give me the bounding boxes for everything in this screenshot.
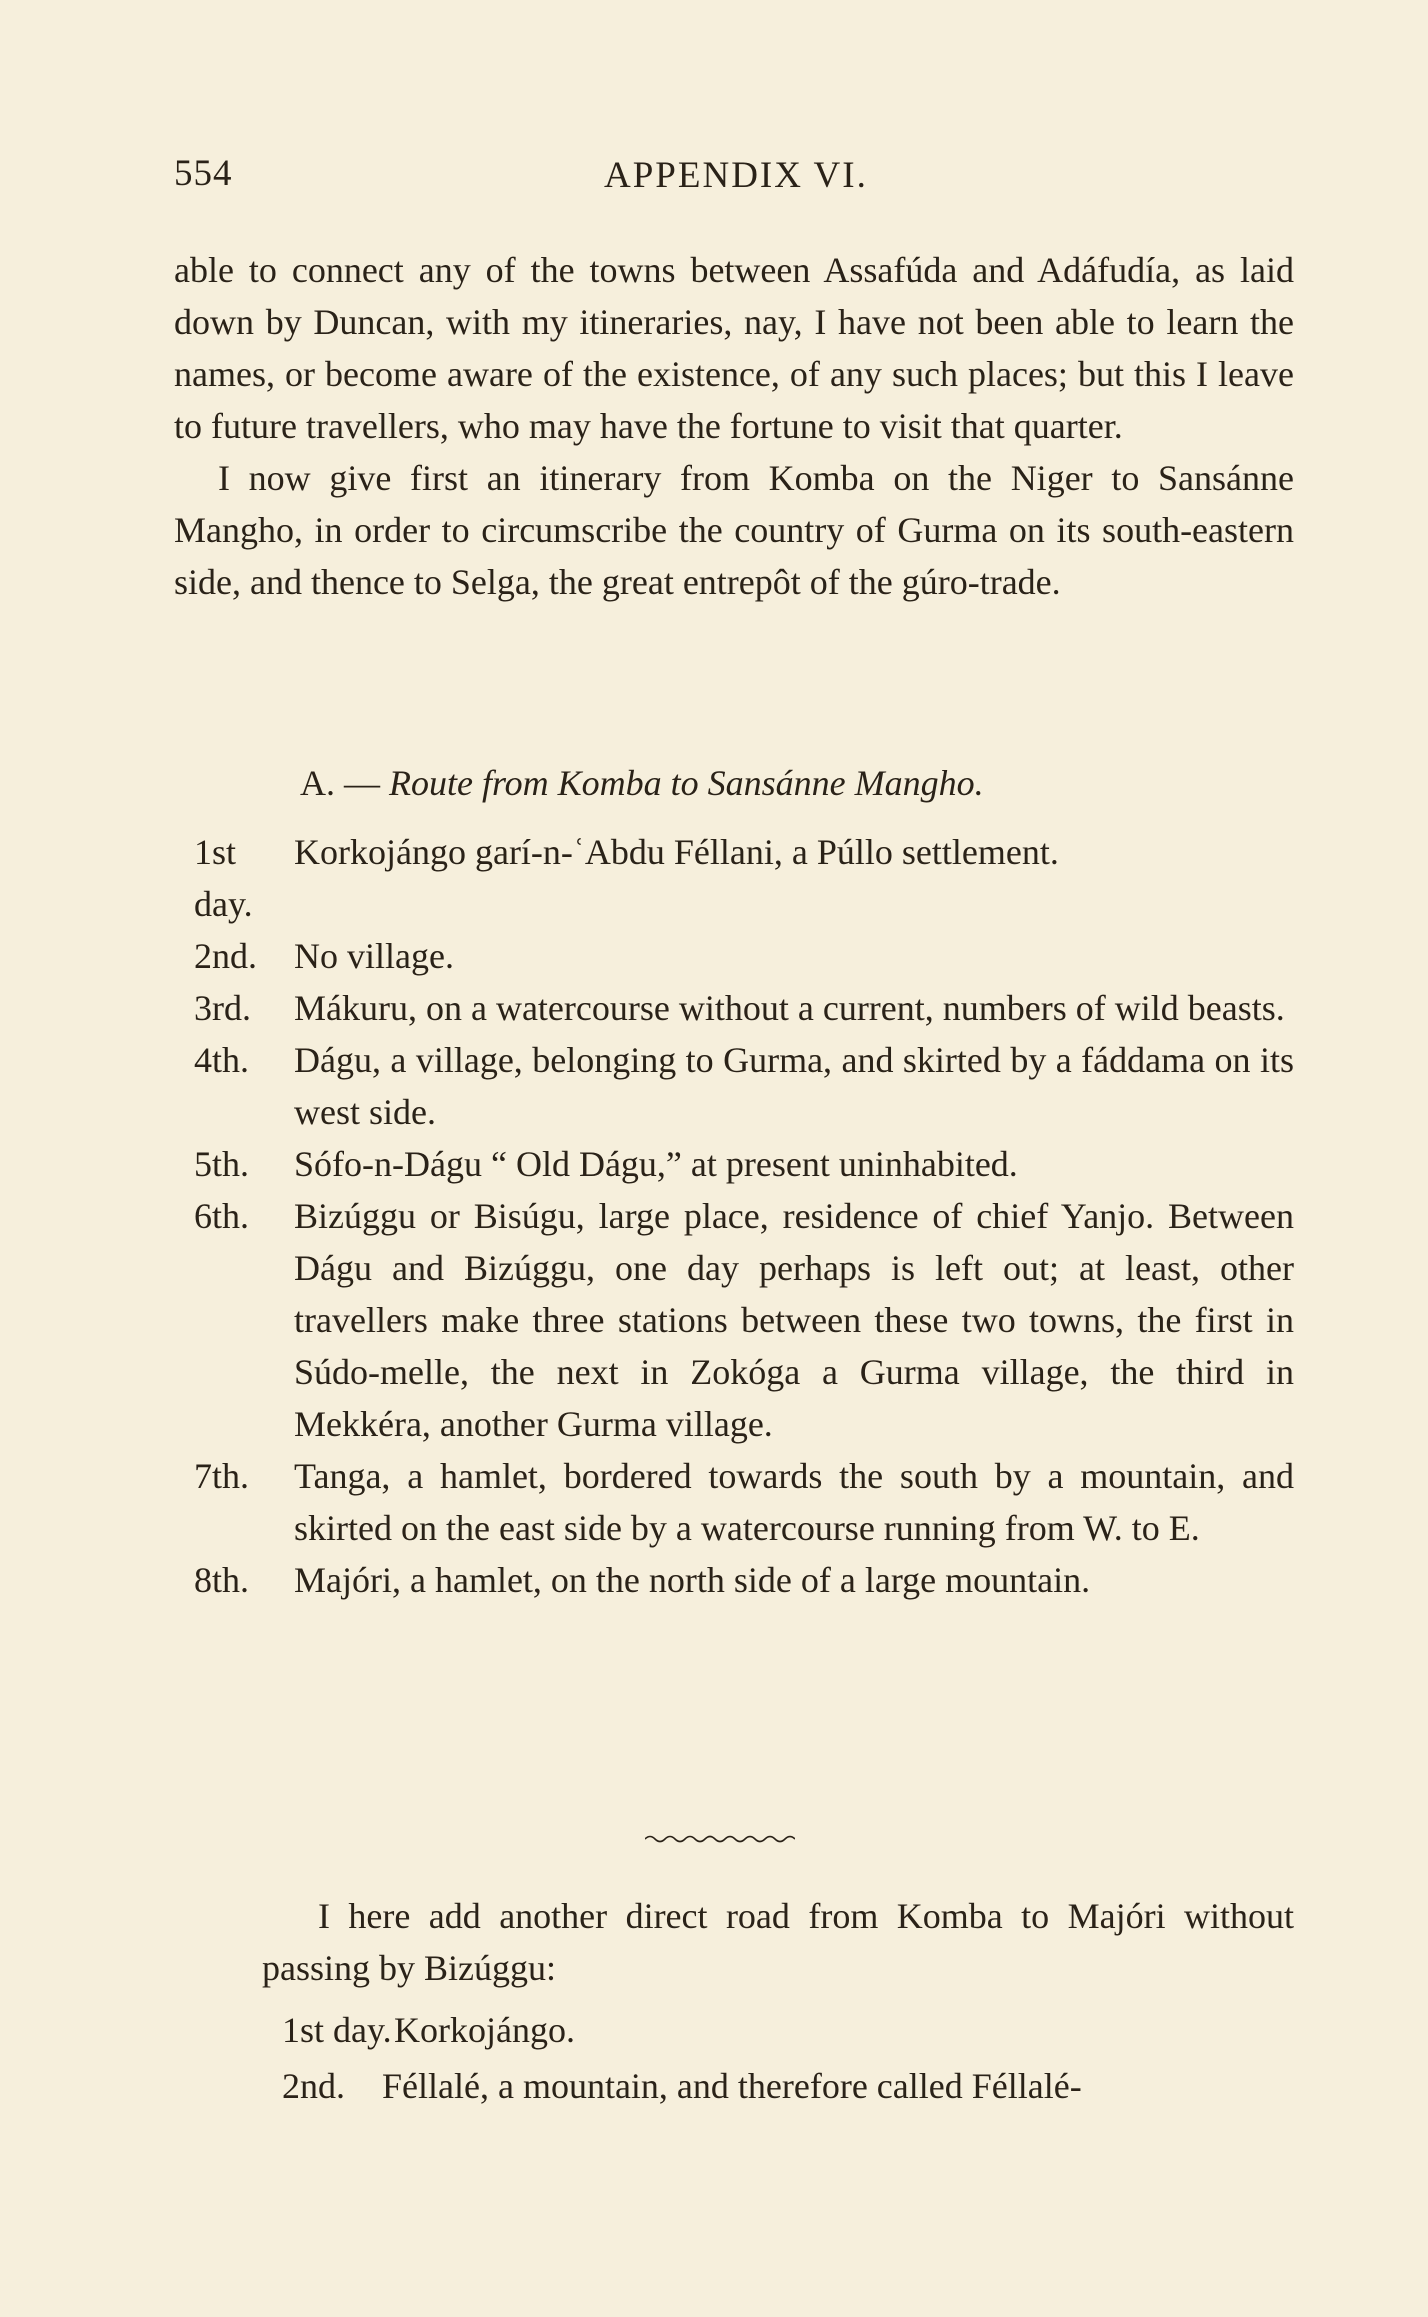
paragraph: able to connect any of the towns between Assafúda and Adáfudía, as laid down by Duncan, with my itineraries, nay, I have not been able to learn the names, or become aware of the existence, of any such places; but this I leave to future travellers, who may have the fortune to visit that quarter.	[174, 250, 1294, 446]
itinerary-entry	[194, 1190, 1294, 1450]
itinerary-entry	[194, 982, 1294, 1034]
itinerary-day: 5th.	[194, 1144, 250, 1184]
second-itinerary-list	[282, 2002, 1294, 2114]
itinerary-entry	[194, 1554, 1294, 1606]
second-route-intro-text: I here add another direct road from Komba to Majóri without passing by Bizúggu:	[262, 1896, 1294, 1988]
itinerary-day: 4th.	[194, 1040, 250, 1080]
itinerary-day: 3rd.	[194, 988, 251, 1028]
itinerary-entry	[282, 2002, 1294, 2058]
itinerary-text: Dágu, a village, belonging to Gurma, and skirted by a fáddama on its west side.	[294, 1040, 1294, 1132]
itinerary-day: 2nd.	[194, 936, 257, 976]
itinerary-list	[194, 826, 1294, 1606]
itinerary-text: Majóri, a hamlet, on the north side of a large mountain.	[294, 1560, 1091, 1600]
wavy-divider	[645, 1832, 795, 1846]
itinerary-entry	[194, 1138, 1294, 1190]
itinerary-text: Sófo-n-Dágu “ Old Dágu,” at present uninhabited.	[294, 1144, 1018, 1184]
paragraph: I now give first an itinerary from Komba on the Niger to Sansánne Mangho, in order to circumscribe the country of Gurma on its south-eastern side, and thence to Selga, the great entrepôt of the gúro-trade.	[174, 458, 1294, 602]
itinerary-day: 8th.	[194, 1560, 250, 1600]
itinerary-day: 6th.	[194, 1196, 250, 1236]
itinerary-entry	[194, 930, 1294, 982]
itinerary-text: Korkojángo.	[394, 2010, 575, 2050]
itinerary-day: 1st day.	[194, 832, 253, 924]
itinerary-text: Korkojángo garí-n-ʿAbdu Féllani, a Púllo settlement.	[294, 832, 1059, 872]
itinerary-text: Tanga, a hamlet, bordered towards the south by a mountain, and skirted on the east side by a watercourse running from W. to E.	[294, 1456, 1294, 1548]
page-number: 554	[174, 153, 233, 194]
itinerary-entry	[194, 1034, 1294, 1138]
route-heading-title: Route from Komba to Sansánne Mangho.	[389, 763, 984, 803]
itinerary-entry	[194, 1450, 1294, 1554]
itinerary-text: Féllalé, a mountain, and therefore called Féllalé-	[382, 2066, 1082, 2106]
second-route-intro	[262, 1890, 1294, 1994]
itinerary-entry	[282, 2058, 1294, 2114]
running-head: APPENDIX VI.	[604, 155, 868, 196]
itinerary-text: Bizúggu or Bisúgu, large place, residence of chief Yanjo. Between Dágu and Bizúggu, one day perhaps is left out; at least, other travellers make three stations between these two towns, the first in Súdo-melle, the next in Zokóga a Gurma village, the third in Mekkéra, another Gurma village.	[294, 1196, 1294, 1444]
page-header	[174, 152, 1294, 200]
itinerary-day: 2nd.	[282, 2066, 345, 2106]
itinerary-day: 7th.	[194, 1456, 250, 1496]
itinerary-text: No village.	[294, 936, 454, 976]
route-heading-label: A. —	[300, 763, 380, 803]
itinerary-entry	[194, 826, 1294, 930]
route-heading	[300, 762, 984, 804]
body-text	[174, 244, 1294, 608]
itinerary-day: 1st day.	[282, 2010, 392, 2050]
itinerary-text: Mákuru, on a watercourse without a current, numbers of wild beasts.	[294, 988, 1285, 1028]
